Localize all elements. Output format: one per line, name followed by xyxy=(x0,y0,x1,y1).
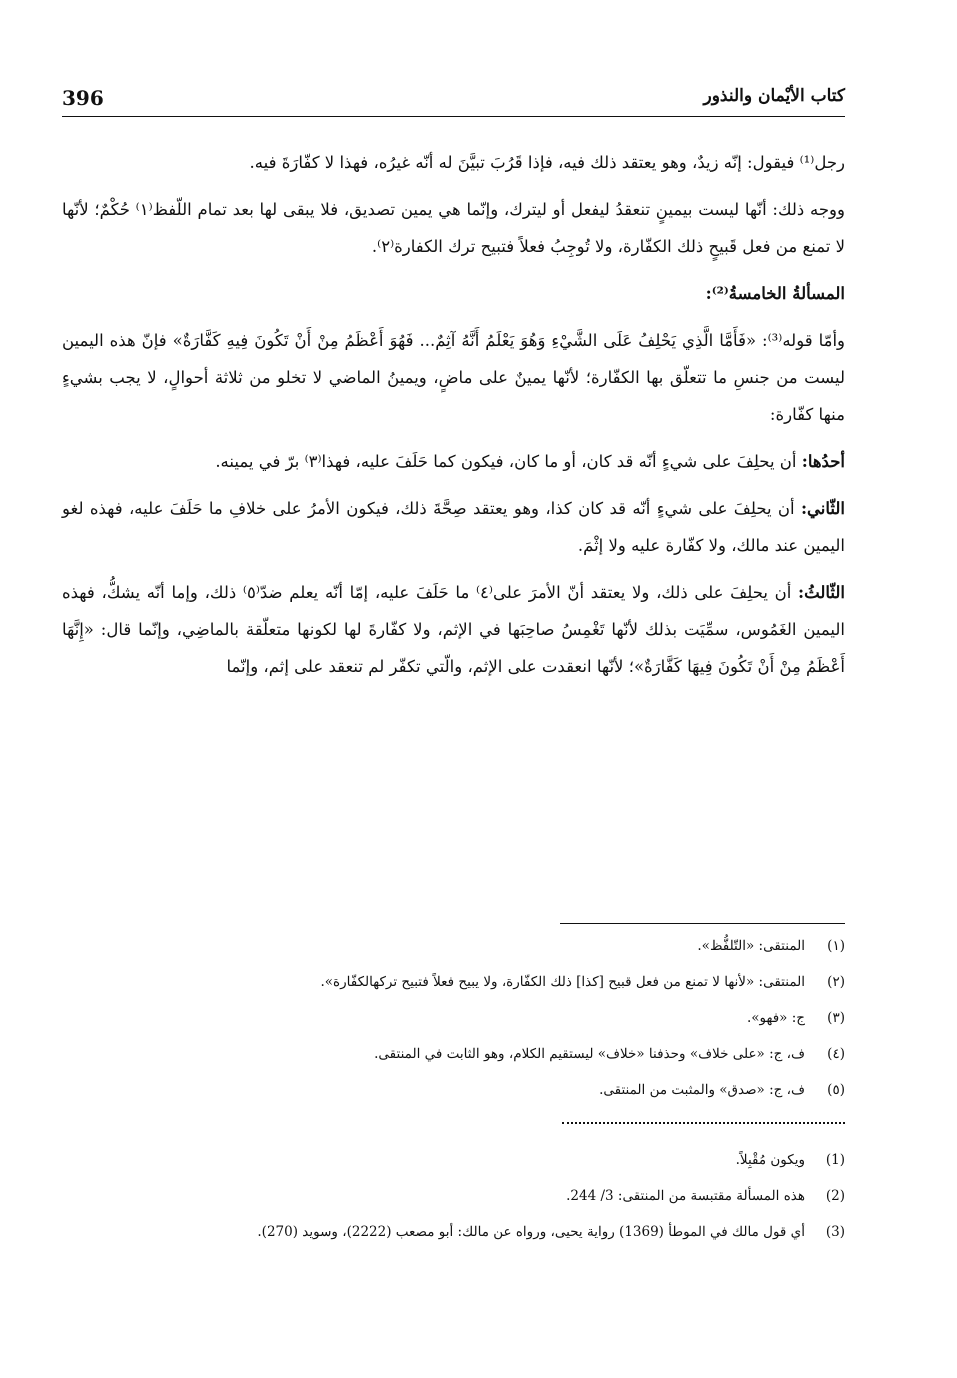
footnote-rule xyxy=(560,923,845,924)
header-rule xyxy=(62,116,845,117)
paragraph-3: وأمّا قوله⁽³⁾: «فَأَمَّا الَّذِي يَحْلِفُ عَلَى الشَّيْءِ وَهُوَ يَعْلَمُ أَنَّهُ آثِمٌ... فَهُوَ أَعْظَمُ مِنْ أَنْ تَكُونَ فِيهِ كَفَّارَةٌ» فإنّ هذه اليمين ليست من جنسِ ما تتعلّق بها الكفّارة؛ لأنّها يمينٌ على ماضٍ، ويمينُ الماضي لا تخلو من ثلاثة أحوالٍ، لا يجب بشيءٍ منها كفّارة: xyxy=(62,331,846,424)
section-heading: المسألةُ الخامسةُ⁽²⁾: xyxy=(705,284,845,303)
footnote-item xyxy=(62,970,845,994)
paragraph-4-lead: أحدُها: xyxy=(801,452,845,471)
paragraph-1: رجل⁽¹⁾ فيقول: إنّه زيدٌ، وهو يعتقد ذلك فيه، فإذا قَرُبَ تبيَّنَ له أنّه غيرُه، فهذا لا كفّارَةَ فيه. xyxy=(249,153,845,172)
footnote-item xyxy=(62,934,845,958)
footnote-text: هذه المسألة مقتبسة من المنتقى: 3/ 244. xyxy=(566,1188,805,1204)
paragraph-6-text: أن يحلِفَ على ذلك، ولا يعتقد أنّ الأمرَ على⁽٤⁾ ما حَلَفَ عليه، إمّا أنّه يعلم ضدّ⁽٥⁾ ذلك، وإما أنّه يشكُّ، فهذه اليمين الغَمُوس، سمِّيَت بذلك لأنّها تَغْمِسُ صاحِبَها في الإثم، ولا كفّارةَ لها لكونها متعلّقة بالماضِي، وإنّما قال: «إِنَّهَا أَعْظَمُ مِنْ أَنْ تَكُونَ فِيهَا كَفَّارَةٌ»؛ لأنّها انعقدت على الإثم، والّتي تكفّر لم تنعقد على إثم، وإنّما xyxy=(62,583,846,676)
footnote-item xyxy=(62,1006,845,1030)
footnote-text: ويكون مُقْبِلاً. xyxy=(735,1152,805,1168)
footnote-text: أي قول مالك في الموطأ (1369) رواية يحيى، ورواه عن مالك: أبو مصعب (2222)، وسويد (270). xyxy=(257,1224,805,1240)
paragraph-6-lead: الثّالثُ: xyxy=(798,583,845,602)
footnote-number: (١) xyxy=(827,938,845,954)
footnote-number: (1) xyxy=(825,1152,845,1168)
footnote-dotted-separator xyxy=(562,1122,845,1124)
footnote-number: (3) xyxy=(825,1224,845,1240)
footnote-item xyxy=(62,1042,845,1066)
paragraph-5 xyxy=(62,490,845,564)
author-footnotes xyxy=(62,1148,845,1256)
paragraph-4-text: أن يحلِفَ على شيءٍ أنّه قد كان، أو ما كان، فيكون كما حَلَفَ عليه، فهذا⁽٣⁾ برّ في يمينه. xyxy=(215,452,802,471)
footnote-text: المنتقى: «التّلفُّظ». xyxy=(697,938,805,954)
footnote-item xyxy=(62,1184,845,1208)
footnote-item xyxy=(62,1078,845,1102)
page-number: 396 xyxy=(62,86,104,110)
page-header xyxy=(62,86,845,112)
footnote-text: المنتقى: «لأنها لا تمنع من فعل قبيح [كذا] ذلك الكفّارة، ولا يبيح فعلاً فتبيح تركهالكفّارة». xyxy=(320,974,805,990)
footnote-text: ج: «فهو». xyxy=(746,1010,805,1026)
footnote-number: (٣) xyxy=(827,1010,845,1026)
footnote-number: (2) xyxy=(825,1188,845,1204)
paragraph-2: ووجه ذلك: أنّها ليست بيمينٍ تنعقدُ ليفعل أو ليترك، وإنّما هي يمين تصديق، فلا يبقى لها بعد تمام اللّفظ⁽١⁾ حُكْمٌ؛ لأنّها لا تمنع من فعل قَبيحٍ ذلك الكفّارة، ولا تُوجِبُ فعلاً فتبيح ترك الكفارة⁽٢⁾. xyxy=(62,200,845,256)
footnote-item xyxy=(62,1220,845,1244)
footnote-text: ف، ج: «صدق» والمثبت من المنتقى. xyxy=(599,1082,805,1098)
paragraph-5-text: أن يحلِفَ على شيءٍ أنّه قد كان كذا، وهو يعتقد صِحَّةَ ذلك، فيكون الأمرُ على خلافِ ما حَلَفَ عليه، فهذه لغو اليمين عند مالك، ولا كفّارة عليه ولا إثْمَ. xyxy=(62,499,845,555)
paragraph-4 xyxy=(62,443,845,480)
footnote-number: (٤) xyxy=(827,1046,845,1062)
paragraph-6 xyxy=(62,574,845,685)
main-text xyxy=(62,144,845,695)
footnote-text: ف، ج: «على خلاف» وحذفنا «خلاف» ليستقيم الكلام، وهو الثابت في المنتقى. xyxy=(374,1046,805,1062)
footnote-number: (٢) xyxy=(827,974,845,990)
paragraph-5-lead: الثّاني: xyxy=(800,499,845,518)
footnote-item xyxy=(62,1148,845,1172)
footnote-number: (٥) xyxy=(827,1082,845,1098)
running-title: كتاب الأيْمان والنذور xyxy=(703,86,845,106)
editor-footnotes xyxy=(62,934,845,1114)
